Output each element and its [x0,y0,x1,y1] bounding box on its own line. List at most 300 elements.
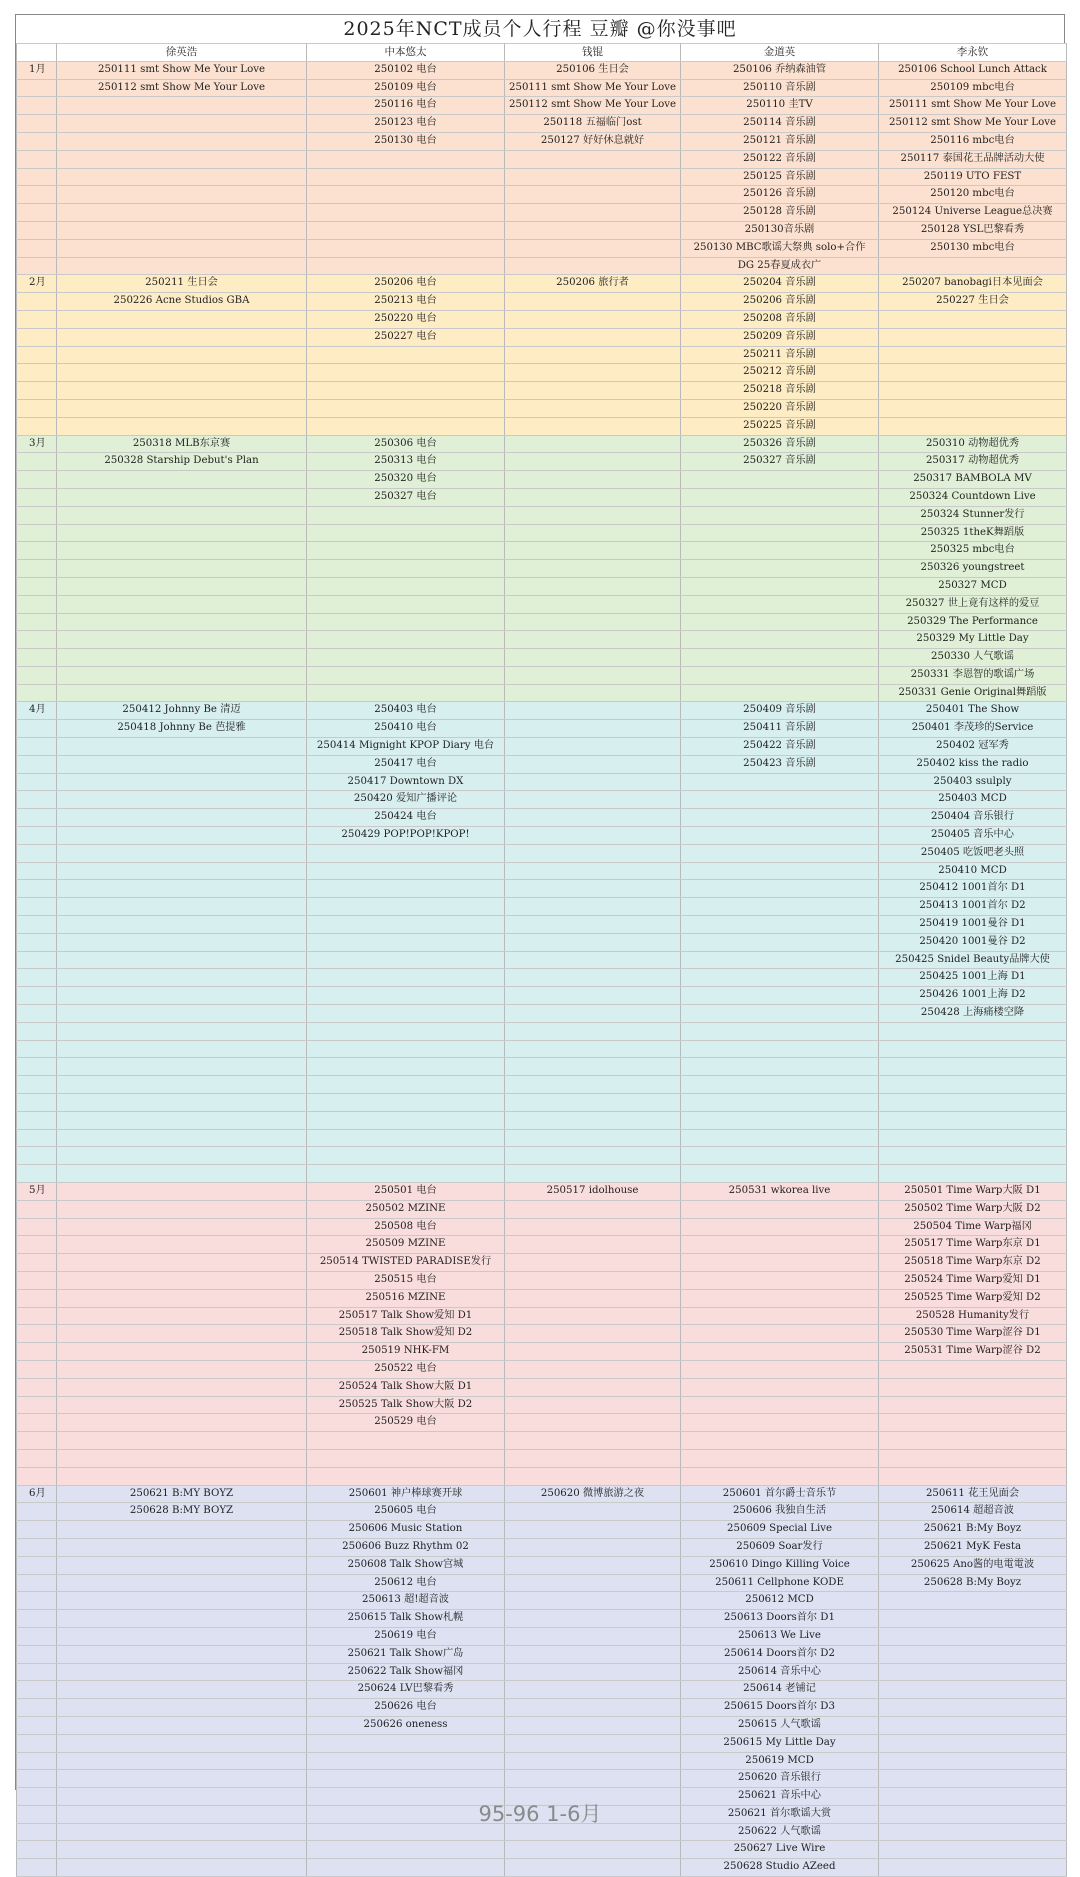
schedule-cell [505,542,681,560]
schedule-cell [57,577,307,595]
schedule-cell: 250130 mbc电台 [879,239,1067,257]
month-cell [17,453,57,471]
schedule-cell [505,702,681,720]
month-cell [17,951,57,969]
schedule-cell: 250620 音乐银行 [681,1770,879,1788]
schedule-cell: 250327 音乐剧 [681,453,879,471]
month-cell [17,1200,57,1218]
schedule-row [17,791,1067,809]
schedule-cell [57,506,307,524]
schedule-cell [505,755,681,773]
schedule-cell: 250621 B:My Boyz [879,1521,1067,1539]
schedule-cell [505,1005,681,1023]
schedule-cell [505,1538,681,1556]
schedule-cell: 250130音乐剧 [681,221,879,239]
schedule-row [17,168,1067,186]
schedule-cell [505,257,681,275]
schedule-cell [879,1076,1067,1094]
month-cell [17,1147,57,1165]
schedule-cell [57,399,307,417]
schedule-row [17,560,1067,578]
schedule-row [17,1040,1067,1058]
schedule-cell [57,684,307,702]
month-label: 1月 [17,61,57,79]
month-cell [17,1859,57,1877]
schedule-row [17,1165,1067,1183]
schedule-cell: 250310 动物超优秀 [879,435,1067,453]
schedule-row [17,1485,1067,1503]
schedule-cell: 250410 电台 [307,720,505,738]
month-cell [17,1076,57,1094]
schedule-row [17,577,1067,595]
schedule-cell [307,506,505,524]
schedule-cell: 250419 1001曼谷 D1 [879,916,1067,934]
schedule-cell: 250606 Music Station [307,1521,505,1539]
schedule-cell [505,1574,681,1592]
month-cell [17,328,57,346]
schedule-cell [57,1770,307,1788]
schedule-row [17,809,1067,827]
schedule-cell [57,1183,307,1201]
schedule-cell [57,666,307,684]
schedule-row [17,382,1067,400]
month-cell [17,542,57,560]
schedule-cell [681,1218,879,1236]
schedule-cell: 250614 Doors首尔 D2 [681,1645,879,1663]
schedule-cell [57,257,307,275]
schedule-cell: 250621 首尔歌谣大赏 [681,1805,879,1823]
schedule-cell [307,1076,505,1094]
schedule-cell: 250110 音乐剧 [681,79,879,97]
schedule-cell [57,1378,307,1396]
month-cell [17,613,57,631]
schedule-cell [681,969,879,987]
schedule-cell [307,1734,505,1752]
schedule-cell [307,168,505,186]
schedule-cell [879,310,1067,328]
schedule-cell: 250326 youngstreet [879,560,1067,578]
schedule-cell [681,1289,879,1307]
month-header-cell [17,44,57,62]
schedule-cell: 250126 音乐剧 [681,186,879,204]
schedule-cell [57,1574,307,1592]
month-cell [17,221,57,239]
schedule-cell [57,649,307,667]
schedule-cell [505,364,681,382]
schedule-cell: 250109 电台 [307,79,505,97]
schedule-cell [307,649,505,667]
schedule-cell: 250515 电台 [307,1271,505,1289]
schedule-cell [505,1699,681,1717]
schedule-cell [57,364,307,382]
schedule-cell: 250601 神户棒球赛开球 [307,1485,505,1503]
schedule-row [17,933,1067,951]
schedule-row [17,1396,1067,1414]
schedule-cell: 250211 生日会 [57,275,307,293]
schedule-cell [307,1147,505,1165]
schedule-cell [57,1627,307,1645]
schedule-cell: 250531 wkorea live [681,1183,879,1201]
schedule-cell: 250331 Genie Original舞蹈版 [879,684,1067,702]
schedule-cell [681,506,879,524]
schedule-cell [505,1200,681,1218]
schedule-cell [505,293,681,311]
schedule-cell [57,1592,307,1610]
schedule-cell [307,898,505,916]
schedule-cell [57,1449,307,1467]
schedule-cell [57,417,307,435]
schedule-cell: 250226 Acne Studios GBA [57,293,307,311]
month-cell [17,1663,57,1681]
schedule-cell: 250110 圭TV [681,97,879,115]
schedule-cell [505,1165,681,1183]
schedule-cell [681,791,879,809]
schedule-cell [57,933,307,951]
month-cell [17,1129,57,1147]
schedule-cell [879,257,1067,275]
schedule-cell [681,933,879,951]
schedule-cell [57,221,307,239]
schedule-cell [57,1414,307,1432]
schedule-cell [307,1111,505,1129]
schedule-cell: 250626 电台 [307,1699,505,1717]
schedule-row [17,1325,1067,1343]
schedule-cell: 250320 电台 [307,471,505,489]
schedule-cell [57,1289,307,1307]
schedule-cell [57,1556,307,1574]
schedule-row [17,150,1067,168]
schedule-cell [307,417,505,435]
schedule-cell [505,221,681,239]
schedule-cell [307,364,505,382]
schedule-cell: 250612 电台 [307,1574,505,1592]
schedule-row [17,1307,1067,1325]
schedule-cell: 250225 音乐剧 [681,417,879,435]
schedule-cell: 250524 Time Warp爱知 D1 [879,1271,1067,1289]
month-cell [17,506,57,524]
schedule-cell: 250426 1001上海 D2 [879,987,1067,1005]
member-header: 李永钦 [879,44,1067,62]
schedule-cell [681,987,879,1005]
schedule-cell [879,1449,1067,1467]
schedule-cell [57,542,307,560]
schedule-cell [505,1343,681,1361]
schedule-cell [879,417,1067,435]
schedule-cell [57,1396,307,1414]
schedule-cell [307,346,505,364]
schedule-cell [505,1734,681,1752]
schedule-cell: 250615 Doors首尔 D3 [681,1699,879,1717]
month-cell [17,1343,57,1361]
schedule-cell: 250102 电台 [307,61,505,79]
schedule-row [17,1129,1067,1147]
month-label: 4月 [17,702,57,720]
schedule-cell: 250405 音乐中心 [879,827,1067,845]
schedule-row [17,239,1067,257]
schedule-cell: 250606 Buzz Rhythm 02 [307,1538,505,1556]
schedule-cell [505,1378,681,1396]
schedule-cell [57,1538,307,1556]
schedule-cell [505,916,681,934]
sheet-title: 2025年NCT成员个人行程 豆瓣 @你没事吧 [16,15,1064,44]
month-cell [17,364,57,382]
month-cell [17,666,57,684]
schedule-row [17,328,1067,346]
schedule-cell [681,898,879,916]
month-cell [17,1467,57,1485]
schedule-cell: 250220 音乐剧 [681,399,879,417]
schedule-cell [879,1699,1067,1717]
schedule-row [17,1271,1067,1289]
schedule-row [17,1254,1067,1272]
schedule-cell: 250211 音乐剧 [681,346,879,364]
month-cell [17,382,57,400]
schedule-cell: 250626 oneness [307,1716,505,1734]
schedule-row [17,542,1067,560]
schedule-row [17,1503,1067,1521]
schedule-cell [505,1770,681,1788]
schedule-cell [505,524,681,542]
schedule-cell [879,1022,1067,1040]
schedule-row [17,524,1067,542]
schedule-cell [681,1467,879,1485]
schedule-cell: 250423 音乐剧 [681,755,879,773]
schedule-cell: 250425 Snidel Beauty品牌大使 [879,951,1067,969]
schedule-cell: 250518 Time Warp东京 D2 [879,1254,1067,1272]
month-cell [17,488,57,506]
month-cell [17,560,57,578]
schedule-cell [505,773,681,791]
schedule-cell [307,1449,505,1467]
month-cell [17,987,57,1005]
schedule-cell [57,1200,307,1218]
schedule-cell [681,471,879,489]
month-cell [17,595,57,613]
schedule-cell [505,951,681,969]
schedule-row [17,1183,1067,1201]
schedule-row [17,399,1067,417]
schedule-cell [879,1663,1067,1681]
schedule-cell: 250502 MZINE [307,1200,505,1218]
schedule-cell: 250609 Soar发行 [681,1538,879,1556]
schedule-cell: 250119 UTO FEST [879,168,1067,186]
schedule-cell: 250327 电台 [307,488,505,506]
schedule-cell [681,1129,879,1147]
schedule-cell: 250613 超!超音波 [307,1592,505,1610]
schedule-cell: 250613 We Live [681,1627,879,1645]
month-cell [17,97,57,115]
schedule-cell: 250118 五福临门ost [505,115,681,133]
schedule-cell [681,1378,879,1396]
schedule-cell [57,471,307,489]
schedule-cell [57,773,307,791]
schedule-cell: 250605 电台 [307,1503,505,1521]
schedule-cell [505,1236,681,1254]
schedule-cell [681,524,879,542]
schedule-cell [505,382,681,400]
schedule-cell: 250127 好好休息就好 [505,132,681,150]
month-cell [17,257,57,275]
schedule-cell [681,809,879,827]
schedule-cell [57,1254,307,1272]
schedule-cell: 250403 ssulply [879,773,1067,791]
schedule-row [17,1289,1067,1307]
schedule-cell [57,1111,307,1129]
schedule-cell [879,1752,1067,1770]
schedule-cell [505,488,681,506]
schedule-cell: 250109 mbc电台 [879,79,1067,97]
schedule-cell [307,150,505,168]
schedule-cell: 250125 音乐剧 [681,168,879,186]
schedule-cell: 250606 我独自生活 [681,1503,879,1521]
schedule-cell [57,382,307,400]
schedule-cell: 250329 My Little Day [879,631,1067,649]
schedule-cell: 250609 Special Live [681,1521,879,1539]
schedule-cell [879,1841,1067,1859]
schedule-cell: 250122 音乐剧 [681,150,879,168]
schedule-cell: 250628 Studio AZeed [681,1859,879,1877]
schedule-cell [505,1503,681,1521]
schedule-cell [307,399,505,417]
schedule-cell [505,1752,681,1770]
schedule-cell [307,595,505,613]
schedule-cell [505,560,681,578]
schedule-cell: 250317 BAMBOLA MV [879,471,1067,489]
schedule-cell: 250525 Talk Show大阪 D2 [307,1396,505,1414]
month-cell [17,417,57,435]
schedule-cell: 250208 音乐剧 [681,310,879,328]
schedule-cell [505,186,681,204]
member-header: 钱锟 [505,44,681,62]
month-cell [17,720,57,738]
member-header: 金道英 [681,44,879,62]
schedule-cell [505,168,681,186]
schedule-cell [307,542,505,560]
schedule-cell [505,595,681,613]
month-cell [17,1449,57,1467]
schedule-cell: 250429 POP!POP!KPOP! [307,827,505,845]
schedule-row [17,1094,1067,1112]
schedule-cell: 250410 MCD [879,862,1067,880]
schedule-row [17,773,1067,791]
schedule-cell: 250116 电台 [307,97,505,115]
schedule-cell [505,471,681,489]
schedule-cell [307,862,505,880]
schedule-row [17,488,1067,506]
schedule-cell [307,524,505,542]
schedule-cell [505,666,681,684]
schedule-cell: 250412 1001首尔 D1 [879,880,1067,898]
schedule-cell [57,1129,307,1147]
month-cell [17,1627,57,1645]
schedule-cell [57,524,307,542]
schedule-cell [681,1076,879,1094]
month-cell [17,738,57,756]
schedule-cell [505,1521,681,1539]
month-cell [17,791,57,809]
schedule-cell [57,1165,307,1183]
schedule-row [17,1663,1067,1681]
schedule-cell [505,1841,681,1859]
schedule-cell [681,649,879,667]
schedule-cell [57,1841,307,1859]
schedule-cell [879,1111,1067,1129]
month-cell [17,524,57,542]
schedule-cell [879,364,1067,382]
schedule-cell [505,1414,681,1432]
schedule-cell: 250614 超超音波 [879,1503,1067,1521]
month-cell [17,399,57,417]
schedule-row [17,1574,1067,1592]
schedule-cell [505,738,681,756]
schedule-cell [505,987,681,1005]
schedule-cell [307,239,505,257]
schedule-cell: 250501 Time Warp大阪 D1 [879,1183,1067,1201]
schedule-row [17,435,1067,453]
month-cell [17,1111,57,1129]
month-cell [17,916,57,934]
schedule-cell: 250112 smt Show Me Your Love [57,79,307,97]
schedule-cell: 250612 MCD [681,1592,879,1610]
schedule-cell: 250625 Ano酱的电電電波 [879,1556,1067,1574]
month-cell [17,684,57,702]
schedule-cell [57,791,307,809]
schedule-cell [57,1307,307,1325]
schedule-cell [505,204,681,222]
schedule-cell: 250220 电台 [307,310,505,328]
schedule-cell [505,1396,681,1414]
schedule-cell [505,844,681,862]
schedule-cell [505,933,681,951]
schedule-cell: 250111 smt Show Me Your Love [879,97,1067,115]
schedule-cell: 250324 Stunner发行 [879,506,1067,524]
month-cell [17,1645,57,1663]
schedule-row [17,1716,1067,1734]
schedule-cell [681,1325,879,1343]
schedule-cell: 250620 微博旅游之夜 [505,1485,681,1503]
schedule-row [17,1841,1067,1859]
schedule-row [17,1592,1067,1610]
schedule-cell [681,1396,879,1414]
schedule-row [17,204,1067,222]
schedule-cell [879,1432,1067,1450]
schedule-cell [57,1040,307,1058]
schedule-row [17,987,1067,1005]
schedule-cell [57,1147,307,1165]
schedule-cell [57,1022,307,1040]
schedule-row [17,1111,1067,1129]
schedule-cell [307,1040,505,1058]
schedule-row [17,293,1067,311]
schedule-cell [681,916,879,934]
schedule-row [17,1770,1067,1788]
schedule-cell [505,453,681,471]
month-cell [17,1360,57,1378]
schedule-cell [505,1271,681,1289]
schedule-cell [505,1645,681,1663]
schedule-row [17,79,1067,97]
schedule-cell [681,880,879,898]
schedule-cell [505,346,681,364]
schedule-cell: 250218 音乐剧 [681,382,879,400]
schedule-cell [57,132,307,150]
schedule-cell: 250128 YSL巴黎看秀 [879,221,1067,239]
schedule-cell [681,773,879,791]
schedule-cell: 250404 音乐银行 [879,809,1067,827]
month-cell [17,1325,57,1343]
schedule-row [17,649,1067,667]
schedule-cell: 250130 电台 [307,132,505,150]
